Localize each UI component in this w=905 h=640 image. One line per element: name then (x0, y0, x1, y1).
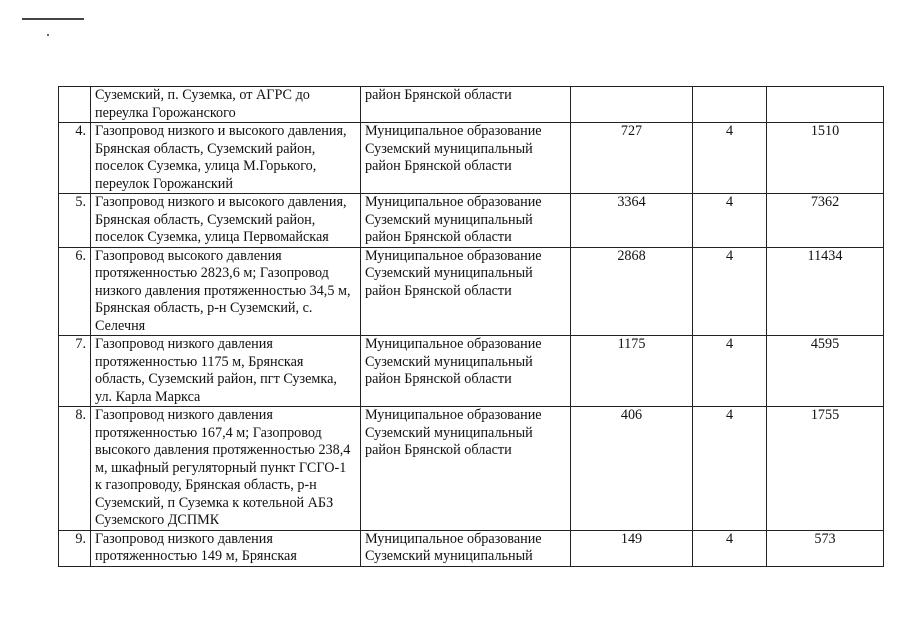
cost-value: 1510 (767, 123, 884, 194)
object-name: Газопровод низкого и высокого давления, Брянская область, Суземский район, поселок Суземка, улица М.Горького, переулок Горожанский (91, 123, 361, 194)
owner: Муниципальное образование Суземский муниципальный район Брянской области (361, 123, 571, 194)
class-value: 4 (693, 247, 767, 336)
class-value: 4 (693, 407, 767, 531)
owner: Муниципальное образование Суземский муниципальный (361, 530, 571, 566)
length-value: 406 (571, 407, 693, 531)
object-name: Газопровод высокого давления протяженностью 2823,6 м; Газопровод низкого давления протяженностью 34,5 м, Брянская область, р-н Суземский, с. Селечня (91, 247, 361, 336)
object-name: Газопровод низкого давления протяженностью 167,4 м; Газопровод высокого давления протяженностью 238,4 м, шкафный регуляторный пункт ГСГО-1 к газопроводу, Брянская область, р-н Суземский, п Суземка к котельной АБЗ Суземского ДСПМК (91, 407, 361, 531)
cost-value: 1755 (767, 407, 884, 531)
table-row (59, 247, 884, 336)
class-value: 4 (693, 123, 767, 194)
cost-value (767, 87, 884, 123)
owner: Муниципальное образование Суземский муниципальный район Брянской области (361, 247, 571, 336)
length-value: 3364 (571, 194, 693, 248)
class-value: 4 (693, 336, 767, 407)
scan-speck (47, 34, 49, 36)
row-number: 8. (59, 407, 91, 531)
table-row (59, 194, 884, 248)
length-value (571, 87, 693, 123)
owner: район Брянской области (361, 87, 571, 123)
length-value: 2868 (571, 247, 693, 336)
owner: Муниципальное образование Суземский муниципальный район Брянской области (361, 407, 571, 531)
object-name: Газопровод низкого давления протяженностью 149 м, Брянская (91, 530, 361, 566)
gas-pipeline-table (58, 86, 884, 567)
row-number: 9. (59, 530, 91, 566)
length-value: 149 (571, 530, 693, 566)
row-number: 6. (59, 247, 91, 336)
table-row (59, 87, 884, 123)
cost-value: 7362 (767, 194, 884, 248)
table-row (59, 530, 884, 566)
table-row (59, 123, 884, 194)
row-number: 4. (59, 123, 91, 194)
length-value: 1175 (571, 336, 693, 407)
owner: Муниципальное образование Суземский муниципальный район Брянской области (361, 194, 571, 248)
table-row (59, 336, 884, 407)
header-rule (22, 18, 84, 20)
class-value (693, 87, 767, 123)
owner: Муниципальное образование Суземский муниципальный район Брянской области (361, 336, 571, 407)
row-number (59, 87, 91, 123)
class-value: 4 (693, 530, 767, 566)
object-name: Суземский, п. Суземка, от АГРС до переулка Горожанского (91, 87, 361, 123)
row-number: 7. (59, 336, 91, 407)
cost-value: 11434 (767, 247, 884, 336)
cost-value: 4595 (767, 336, 884, 407)
class-value: 4 (693, 194, 767, 248)
table-row (59, 407, 884, 531)
object-name: Газопровод низкого и высокого давления, Брянская область, Суземский район, поселок Суземка, улица Первомайская (91, 194, 361, 248)
row-number: 5. (59, 194, 91, 248)
cost-value: 573 (767, 530, 884, 566)
length-value: 727 (571, 123, 693, 194)
object-name: Газопровод низкого давления протяженностью 1175 м, Брянская область, Суземский район, пгт Суземка, ул. Карла Маркса (91, 336, 361, 407)
